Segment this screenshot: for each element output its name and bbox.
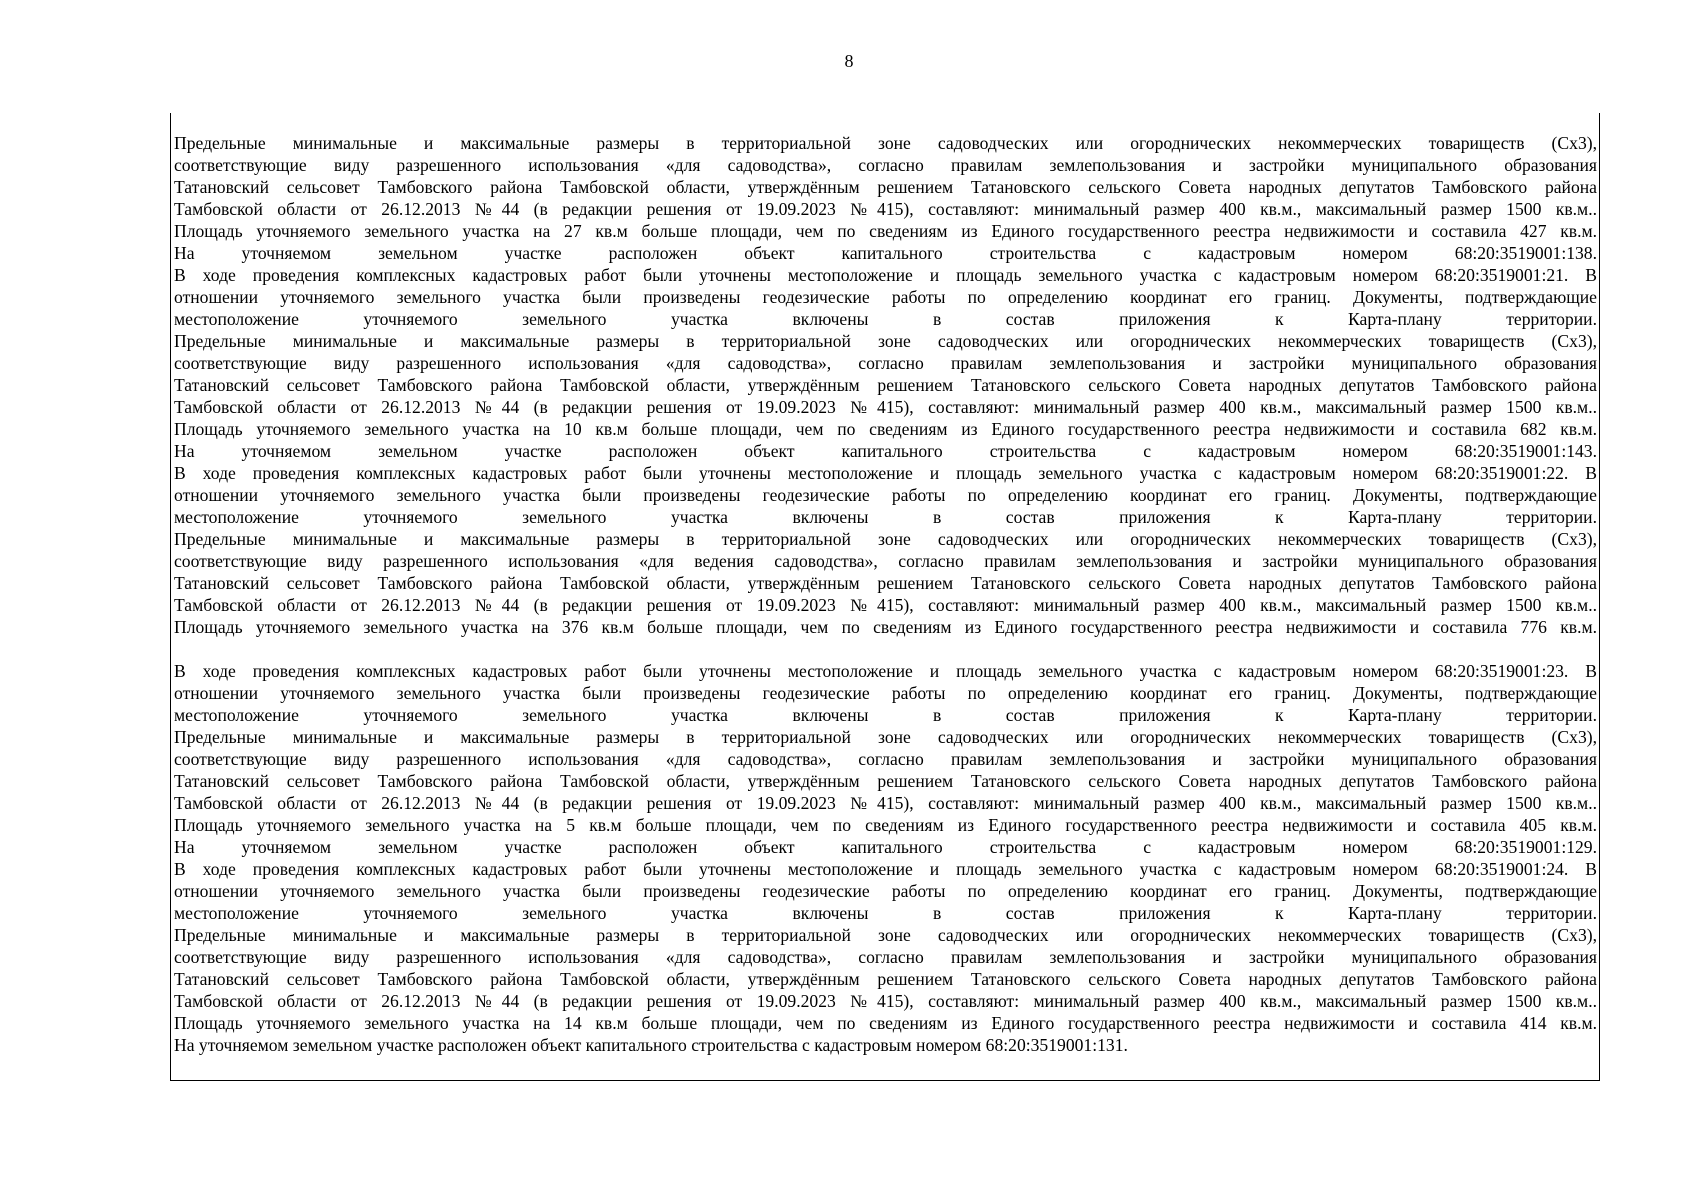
- text-line: Тамбовской области от 26.12.2013 №44 (в редакции решения от 19.09.2023 №415), составляют: минимальный размер 400 кв.м., максимальный размер 1500 кв.м..: [174, 199, 1597, 219]
- text-line: отношении уточняемого земельного участка были произведены геодезические работы по определению координат его границ. Документы, подтверждающие: [174, 881, 1597, 901]
- text-line: На уточняемом земельном участке расположен объект капитального строительства с кадастровым номером 68:20:3519001:129.: [174, 837, 1597, 857]
- text-line: В ходе проведения комплексных кадастровых работ были уточнены местоположение и площадь земельного участка с кадастровым номером 68:20:3519001:24. В: [174, 859, 1597, 879]
- text-line: Татановский сельсовет Тамбовского района Тамбовской области, утверждённым решением Татановского сельского Совета народных депутатов Тамбовского района: [174, 573, 1597, 593]
- text-line: В ходе проведения комплексных кадастровых работ были уточнены местоположение и площадь земельного участка с кадастровым номером 68:20:3519001:21. В: [174, 265, 1597, 285]
- text-line: Тамбовской области от 26.12.2013 №44 (в редакции решения от 19.09.2023 №415), составляют: минимальный размер 400 кв.м., максимальный размер 1500 кв.м..: [174, 793, 1597, 813]
- text-line: Татановский сельсовет Тамбовского района Тамбовской области, утверждённым решением Татановского сельского Совета народных депутатов Тамбовского района: [174, 969, 1597, 989]
- text-line: На уточняемом земельном участке расположен объект капитального строительства с кадастровым номером 68:20:3519001:138.: [174, 243, 1597, 263]
- text-line: отношении уточняемого земельного участка были произведены геодезические работы по определению координат его границ. Документы, подтверждающие: [174, 683, 1597, 703]
- text-line: Татановский сельсовет Тамбовского района Тамбовской области, утверждённым решением Татановского сельского Совета народных депутатов Тамбовского района: [174, 375, 1597, 395]
- page-number: 8: [844, 51, 854, 71]
- text-line: отношении уточняемого земельного участка были произведены геодезические работы по определению координат его границ. Документы, подтверждающие: [174, 287, 1597, 307]
- text-line: соответствующие виду разрешенного использования «для ведения садоводства», согласно правилам землепользования и застройки муниципального образования: [174, 551, 1597, 571]
- text-line: Предельные минимальные и максимальные размеры в территориальной зоне садоводческих или огороднических некоммерческих товариществ (Сх3),: [174, 133, 1597, 153]
- text-line: местоположение уточняемого земельного участка включены в состав приложения к Карта-плану территории.: [174, 507, 1597, 527]
- text-line: Предельные минимальные и максимальные размеры в территориальной зоне садоводческих или огороднических некоммерческих товариществ (Сх3),: [174, 727, 1597, 747]
- document-body: [170, 113, 1600, 1081]
- text-line: Тамбовской области от 26.12.2013 №44 (в редакции решения от 19.09.2023 №415), составляют: минимальный размер 400 кв.м., максимальный размер 1500 кв.м..: [174, 397, 1597, 417]
- text-line: В ходе проведения комплексных кадастровых работ были уточнены местоположение и площадь земельного участка с кадастровым номером 68:20:3519001:23. В: [174, 661, 1597, 681]
- text-line: В ходе проведения комплексных кадастровых работ были уточнены местоположение и площадь земельного участка с кадастровым номером 68:20:3519001:22. В: [174, 463, 1597, 483]
- text-block-2: [174, 660, 1597, 1056]
- text-line: Площадь уточняемого земельного участка на 14 кв.м больше площади, чем по сведениям из Единого государственного реестра недвижимости и составила 414 кв.м.: [174, 1013, 1597, 1033]
- text-line: Тамбовской области от 26.12.2013 №44 (в редакции решения от 19.09.2023 №415), составляют: минимальный размер 400 кв.м., максимальный размер 1500 кв.м..: [174, 991, 1597, 1011]
- text-line: местоположение уточняемого земельного участка включены в состав приложения к Карта-плану территории.: [174, 705, 1597, 725]
- text-line: отношении уточняемого земельного участка были произведены геодезические работы по определению координат его границ. Документы, подтверждающие: [174, 485, 1597, 505]
- text-block-1: [174, 132, 1597, 638]
- text-line: соответствующие виду разрешенного использования «для садоводства», согласно правилам землепользования и застройки муниципального образования: [174, 155, 1597, 175]
- text-line: соответствующие виду разрешенного использования «для садоводства», согласно правилам землепользования и застройки муниципального образования: [174, 749, 1597, 769]
- text-line: соответствующие виду разрешенного использования «для садоводства», согласно правилам землепользования и застройки муниципального образования: [174, 353, 1597, 373]
- text-line: Предельные минимальные и максимальные размеры в территориальной зоне садоводческих или огороднических некоммерческих товариществ (Сх3),: [174, 529, 1597, 549]
- text-line: Предельные минимальные и максимальные размеры в территориальной зоне садоводческих или огороднических некоммерческих товариществ (Сх3),: [174, 331, 1597, 351]
- text-line: На уточняемом земельном участке расположен объект капитального строительства с кадастровым номером 68:20:3519001:143.: [174, 441, 1597, 461]
- text-line: местоположение уточняемого земельного участка включены в состав приложения к Карта-плану территории.: [174, 903, 1597, 923]
- text-line: Площадь уточняемого земельного участка на 376 кв.м больше площади, чем по сведениям из Единого государственного реестра недвижимости и составила 776 кв.м.: [174, 617, 1597, 637]
- text-line: местоположение уточняемого земельного участка включены в состав приложения к Карта-плану территории.: [174, 309, 1597, 329]
- text-line: Татановский сельсовет Тамбовского района Тамбовской области, утверждённым решением Татановского сельского Совета народных депутатов Тамбовского района: [174, 771, 1597, 791]
- text-line: Площадь уточняемого земельного участка на 5 кв.м больше площади, чем по сведениям из Единого государственного реестра недвижимости и составила 405 кв.м.: [174, 815, 1597, 835]
- text-line: На уточняемом земельном участке расположен объект капитального строительства с кадастровым номером 68:20:3519001:131.: [174, 1035, 1128, 1055]
- text-line: Татановский сельсовет Тамбовского района Тамбовской области, утверждённым решением Татановского сельского Совета народных депутатов Тамбовского района: [174, 177, 1597, 197]
- text-line: Предельные минимальные и максимальные размеры в территориальной зоне садоводческих или огороднических некоммерческих товариществ (Сх3),: [174, 925, 1597, 945]
- text-line: соответствующие виду разрешенного использования «для садоводства», согласно правилам землепользования и застройки муниципального образования: [174, 947, 1597, 967]
- text-line: Площадь уточняемого земельного участка на 10 кв.м больше площади, чем по сведениям из Единого государственного реестра недвижимости и составила 682 кв.м.: [174, 419, 1597, 439]
- text-line: Тамбовской области от 26.12.2013 №44 (в редакции решения от 19.09.2023 №415), составляют: минимальный размер 400 кв.м., максимальный размер 1500 кв.м..: [174, 595, 1597, 615]
- text-line: Площадь уточняемого земельного участка на 27 кв.м больше площади, чем по сведениям из Единого государственного реестра недвижимости и составила 427 кв.м.: [174, 221, 1597, 241]
